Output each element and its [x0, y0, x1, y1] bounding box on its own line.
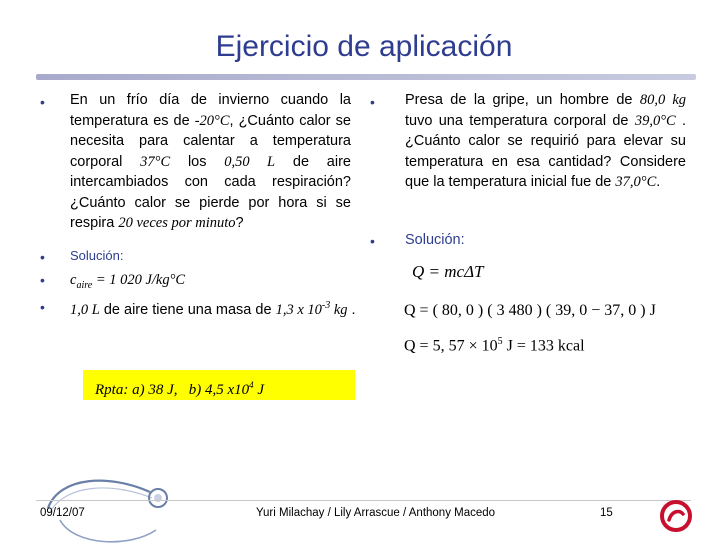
- bullet-icon: •: [40, 94, 45, 110]
- bullet-icon: •: [40, 299, 45, 315]
- answer-box: Rpta: a) 38 J, b) 4,5 $x10^4$ J: [83, 370, 355, 400]
- title-underline: [36, 74, 696, 80]
- left-problem-text: En un frío día de invierno cuando la temperatura es de -20°C, ¿Cuánto calor se necesita para calentar a temperatura corporal 37°C los 0,50 L de aire intercambiados con cada respiración? ¿Cuánto calor se pierde por hora si se respira 20 veces por minuto?: [70, 92, 351, 231]
- right-problem-text: Presa de la gripe, un hombre de 80,0 kg tuvo una temperatura corporal de 39,0°C . ¿Cuánto calor se requirió para elevar su temperatura en esa cantidad? Considere que la temperatura inicial fue de 37,0°C.: [405, 92, 687, 190]
- bullet-icon: •: [40, 249, 45, 265]
- university-logo-icon: [660, 500, 692, 532]
- footer-authors: Yuri Milachay / Lily Arrascue / Anthony Macedo: [256, 507, 496, 519]
- footer-date: 09/12/07: [40, 507, 85, 519]
- heat-equation: Q = mcΔT: [412, 262, 484, 281]
- specific-heat-air: $c_{aire} = 1$ 020 J/kg°C: [70, 272, 186, 291]
- bullet-icon: •: [370, 94, 375, 110]
- slide-title: Ejercicio de aplicación: [215, 30, 513, 63]
- heat-substitution: Q = ( 80, 0 ) ( 3 480 ) ( 39, 0 − 37, 0 ) J: [404, 302, 656, 319]
- heat-result: Q = 5, $57 \times 10^5$ J = 133 kcal: [404, 336, 585, 355]
- footer-page-number: 15: [600, 507, 613, 519]
- bullet-icon: •: [370, 233, 375, 249]
- bullet-icon: •: [40, 272, 45, 288]
- left-solution-label: Solución:: [70, 248, 124, 263]
- footer-divider: [36, 500, 691, 501]
- right-solution-label: Solución:: [405, 232, 465, 248]
- air-mass-text: 1,0 L de aire tiene una masa de 1,3 x $10^{-3}$ kg .: [70, 300, 356, 318]
